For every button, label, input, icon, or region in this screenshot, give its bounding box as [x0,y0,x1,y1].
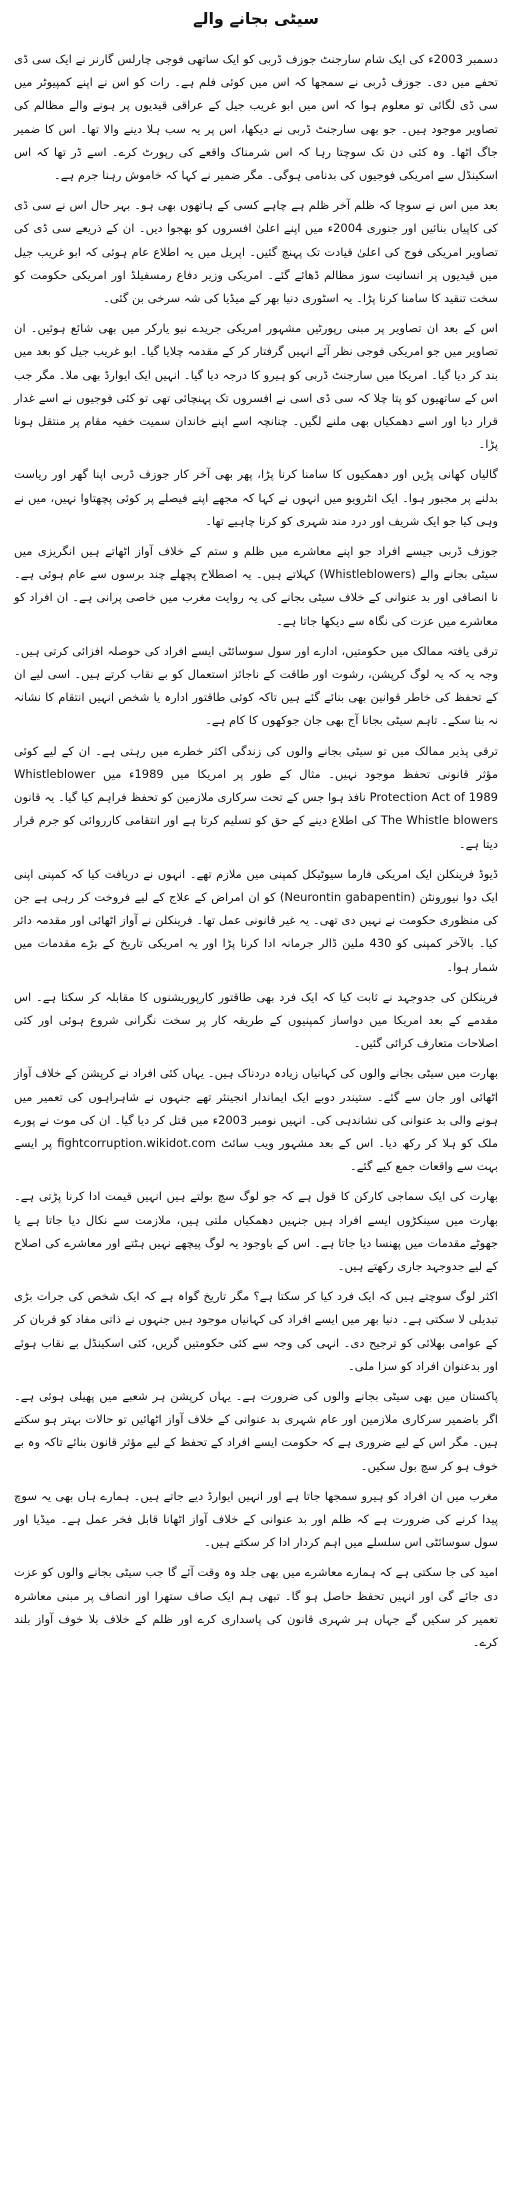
article-paragraph: ترقی پذیر ممالک میں تو سیٹی بجانے والوں کی زندگی اکثر خطرے میں رہتی ہے۔ ان کے لیے کوئی مؤثر قانونی تحفظ موجود نہیں۔ مثال کے طور پر امریکا میں 1989ء میں Whistleblower Protection Act of 1989 نافذ ہوا جس کے تحت سرکاری ملازمین کو تحفظ فراہم کیا گیا۔ یہ قانون The Whistle blowers کی اطلاع دینے کے حق کو تسلیم کرتا ہے اور انتقامی کارروائی کو جرم قرار دیتا ہے۔ [14,743,498,851]
article-paragraph: بھارت کی ایک سماجی کارکن کا قول ہے کہ جو لوگ سچ بولتے ہیں انہیں قیمت ادا کرنا پڑتی ہے۔ بھارت میں سینکڑوں ایسے افراد ہیں جنہیں دھمکیاں ملتی ہیں، ملازمت سے نکال دیا جاتا ہے یا جھوٹے مقدمات میں پھنسا دیا جاتا ہے۔ اس کے باوجود یہ لوگ پیچھے نہیں ہٹتے اور معاشرے کی اصلاح کے لیے جدوجہد جاری رکھتے ہیں۔ [14,1189,498,1273]
article-paragraph: مغرب میں ان افراد کو ہیرو سمجھا جاتا ہے اور انہیں ایوارڈ دیے جاتے ہیں۔ ہمارے ہاں بھی یہ سوچ پیدا کرنے کی ضرورت ہے کہ ظلم اور بد عنوانی کے خلاف آواز اٹھانا قابل فخر عمل ہے۔ میڈیا اور سول سوسائٹی اس سلسلے میں اہم کردار ادا کر سکتے ہیں۔ [14,1488,498,1550]
article-paragraph: بھارت میں سیٹی بجانے والوں کی کہانیاں زیادہ دردناک ہیں۔ یہاں کئی افراد نے کرپشن کے خلاف آواز اٹھائی اور جان سے گئے۔ ستیندر دوبے ایک ایماندار انجینئر تھے جنہوں نے شاہراہوں کی تعمیر میں ہونے والی بد عنوانی کی نشاندہی کی۔ انہیں نومبر 2003ء میں قتل کر دیا گیا۔ ان کی موت نے پورے ملک کو ہلا کر رکھ دیا۔ اس کے بعد مشہور ویب سائٹ fightcorruption.wikidot.com پر ایسے بہت سے واقعات جمع کیے گئے۔ [14,1066,499,1174]
article-paragraph: پاکستان میں بھی سیٹی بجانے والوں کی ضرورت ہے۔ یہاں کرپشن ہر شعبے میں پھیلی ہوئی ہے۔ اگر باضمیر سرکاری ملازمین اور عام شہری بد عنوانی کے خلاف آواز اٹھائیں تو حالات بہتر ہو سکتے ہیں۔ مگر اس کے لیے ضروری ہے کہ حکومت ایسے افراد کے تحفظ کے لیے مؤثر قانون بنائے تاکہ وہ بے خوف ہو کر سچ بول سکیں۔ [14,1388,498,1473]
article-paragraph: بعد میں اس نے سوچا کہ ظلم آخر ظلم ہے چاہے کسی کے ہاتھوں بھی ہو۔ بہر حال اس نے سی ڈی کی کاپیاں بنائیں اور جنوری 2004ء میں اپنے اعلیٰ افسروں کو بھجوا دیں۔ ان کے ذریعے سی ڈی کی تصاویر امریکی فوج کی اعلیٰ قیادت تک پہنچ گئیں۔ اپریل میں یہ اطلاع عام ہوئی کہ ابو غریب جیل میں قیدیوں پر انسانیت سوز مظالم ڈھائے گئے۔ امریکی وزیر دفاع رمسفیلڈ اور امریکی حکومت کو سخت تنقید کا سامنا کرنا پڑا۔ یہ اسٹوری دنیا بھر کے میڈیا کی شہ سرخی بن گئی۔ [14,198,499,306]
article-paragraph: جوزف ڈربی جیسے افراد جو اپنے معاشرے میں ظلم و ستم کے خلاف آواز اٹھاتے ہیں انگریزی میں سیٹی بجانے والے (Whistleblowers) کہلاتے ہیں۔ یہ اصطلاح پچھلے چند برسوں سے عام ہوئی ہے۔ نا انصافی اور بد عنوانی کے خلاف سیٹی بجانے کی یہ روایت مغرب میں خاصی پرانی ہے۔ ان افراد کو معاشرے میں عزت کی نگاہ سے دیکھا جاتا ہے۔ [14,544,498,628]
article-paragraph: ڈیوڈ فرینکلن ایک امریکی فارما سیوٹیکل کمپنی میں ملازم تھے۔ انہوں نے دریافت کیا کہ کمپنی اپنی ایک دوا نیورونٹن (Neurontin gabapentin) کو ان امراض کے علاج کے لیے فروخت کر رہی ہے جن کی منظوری حکومت نے نہیں دی تھی۔ یہ غیر قانونی عمل تھا۔ فرینکلن نے آواز اٹھائی اور مقدمہ دائر کیا۔ بالآخر کمپنی کو 430 ملین ڈالر جرمانہ ادا کرنا پڑا اور یہ امریکی تاریخ کے بڑے مقدمات میں شمار ہوا۔ [14,866,499,974]
article-paragraph: ترقی یافتہ ممالک میں حکومتیں، ادارے اور سول سوسائٹی ایسے افراد کی حوصلہ افزائی کرتی ہیں۔ وجہ یہ کہ یہ لوگ کرپشن، رشوت اور طاقت کے ناجائز استعمال کو بے نقاب کرتے ہیں۔ اسی لیے ان کے تحفظ کی خاطر قوانین بھی بنائے گئے ہیں تاکہ کوئی طاقتور ادارہ یا شخص انہیں انتقام کا نشانہ نہ بنا سکے۔ تاہم سیٹی بجانا آج بھی جان جوکھوں کا کام ہے۔ [14,643,498,728]
article-paragraph: اس کے بعد ان تصاویر پر مبنی رپورٹیں مشہور امریکی جریدے نیو یارکر میں بھی شائع ہوئیں۔ ان تصاویر میں جو امریکی فوجی نظر آئے انہیں گرفتار کر کے مقدمہ چلایا گیا۔ ابو غریب جیل کو بعد میں بند کر دیا گیا۔ امریکا میں سارجنٹ ڈربی کو ہیرو کا درجہ دیا گیا۔ انہیں ایک ایوارڈ بھی ملا۔ مگر جب اس کے ساتھیوں کو پتا چلا کہ سی ڈی اسی نے افسروں تک پہنچائی تھی تو کئی فوجیوں نے اسے غدار قرار دیا اور اسے دھمکیاں بھی ملنے لگیں۔ چنانچہ اسے اپنے خاندان سمیت خفیہ مقام پر منتقل ہونا پڑا۔ [14,321,498,452]
article-paragraph: گالیاں کھانی پڑیں اور دھمکیوں کا سامنا کرنا پڑا، پھر بھی آخر کار جوزف ڈربی اپنا گھر اور ریاست بدلنے پر مجبور ہوا۔ ایک انٹرویو میں انہوں نے کہا کہ مجھے اپنے فیصلے پر کوئی پچھتاوا نہیں، میں نے وہی کیا جو ایک شریف اور درد مند شہری کو کرنا چاہیے تھا۔ [14,467,498,528]
article-headline: سیٹی بجانے والے [193,9,319,28]
article-paragraph: دسمبر 2003ء کی ایک شام سارجنٹ جوزف ڈربی کو ایک ساتھی فوجی چارلس گارنر نے ایک سی ڈی تحفے میں دی۔ جوزف ڈربی نے سمجھا کہ اس میں کوئی فلم ہے۔ رات کو اس نے اپنے کمپیوٹر میں سی ڈی لگائی تو معلوم ہوا کہ اس میں ابو غریب جیل کے عراقی قیدیوں پر ہونے والے مظالم کی تصاویر موجود ہیں۔ جو بھی سارجنٹ ڈربی نے دیکھا، اس پر یہ سب ہلا دینے والا تھا۔ اس کا ضمیر جاگ اٹھا۔ وہ کئی دن تک سوچتا رہا کہ اس شرمناک واقعے کی رپورٹ کرے۔ اسے ڈر تھا کہ اس اسکینڈل سے امریکی فوجیوں کی بدنامی ہوگی۔ مگر ضمیر نے کہا کہ خاموش رہنا جرم ہے۔ [14,52,498,183]
article-paragraph: اکثر لوگ سوچتے ہیں کہ ایک فرد کیا کر سکتا ہے؟ مگر تاریخ گواہ ہے کہ ایک شخص کی جرات بڑی تبدیلی لا سکتی ہے۔ دنیا بھر میں ایسے افراد کی کہانیاں موجود ہیں جنہوں نے ذاتی مفاد کو قربان کر کے عوامی بھلائی کو ترجیح دی۔ انہی کی وجہ سے کئی حکومتیں گریں، کئی اسکینڈل بے نقاب ہوئے اور بدعنوان افراد کو سزا ملی۔ [14,1289,498,1373]
article-paragraph: امید کی جا سکتی ہے کہ ہمارے معاشرے میں بھی جلد وہ وقت آئے گا جب سیٹی بجانے والوں کو عزت دی جائے گی اور انہیں تحفظ حاصل ہو گا۔ تبھی ہم ایک صاف ستھرا اور انصاف پر مبنی معاشرہ تعمیر کر سکیں گے جہاں ہر شہری قانون کی پاسداری کرے اور ظلم کے خلاف بلا خوف آواز بلند کرے۔ [14,1565,498,1649]
article-paragraph: فرینکلن کی جدوجہد نے ثابت کیا کہ ایک فرد بھی طاقتور کارپوریشنوں کا مقابلہ کر سکتا ہے۔ اس مقدمے کے بعد امریکا میں دواساز کمپنیوں کے طریقہ کار پر سخت نگرانی شروع ہوئی اور کئی اصلاحات متعارف کرائی گئیں۔ [14,989,498,1051]
